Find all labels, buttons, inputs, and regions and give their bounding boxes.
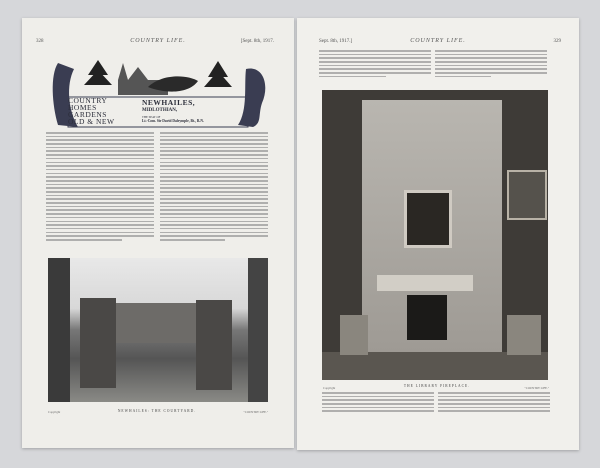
page-number: 329 [553,39,561,44]
text-column [438,392,550,414]
running-title: COUNTRY LIFE. [130,38,186,44]
issue-date: Sept. 8th, 1917.] [319,39,353,44]
issue-date: [Sept. 8th, 1917. [240,39,274,44]
right-page [297,18,579,450]
running-title: COUNTRY LIFE. [410,38,466,44]
series-line-2: HOMES [68,103,97,112]
series-line-3: GARDENS [68,110,107,119]
article-subtitle: MIDLOTHIAN, [142,108,178,113]
photo-credit: "COUNTRY LIFE." [524,386,549,390]
page-number: 328 [36,39,44,44]
text-column [160,132,268,243]
series-line-4: OLD & NEW [68,117,115,126]
seat-of-label: THE SEAT OF [142,115,161,119]
library-fireplace-photo [322,90,548,380]
text-column [319,50,431,80]
photo-credit: "COUNTRY LIFE." [243,410,268,414]
photo-credit: Copyright [323,386,336,390]
text-column [435,50,547,80]
series-line-1: COUNTRY [68,96,108,105]
owner-name: Lt.-Com. Sir David Dalrymple, Bt., R.N. [142,119,204,123]
photo-caption: THE LIBRARY FIREPLACE. [403,384,471,388]
left-page [22,18,294,448]
decorative-banner [48,55,274,129]
text-column [46,132,154,243]
text-column [322,392,434,414]
photo-caption: NEWHAILES: THE COURTYARD. [117,409,197,413]
photo-credit: Copyright [48,410,61,414]
courtyard-photo [48,258,268,402]
article-title: NEWHAILES, [142,98,196,107]
